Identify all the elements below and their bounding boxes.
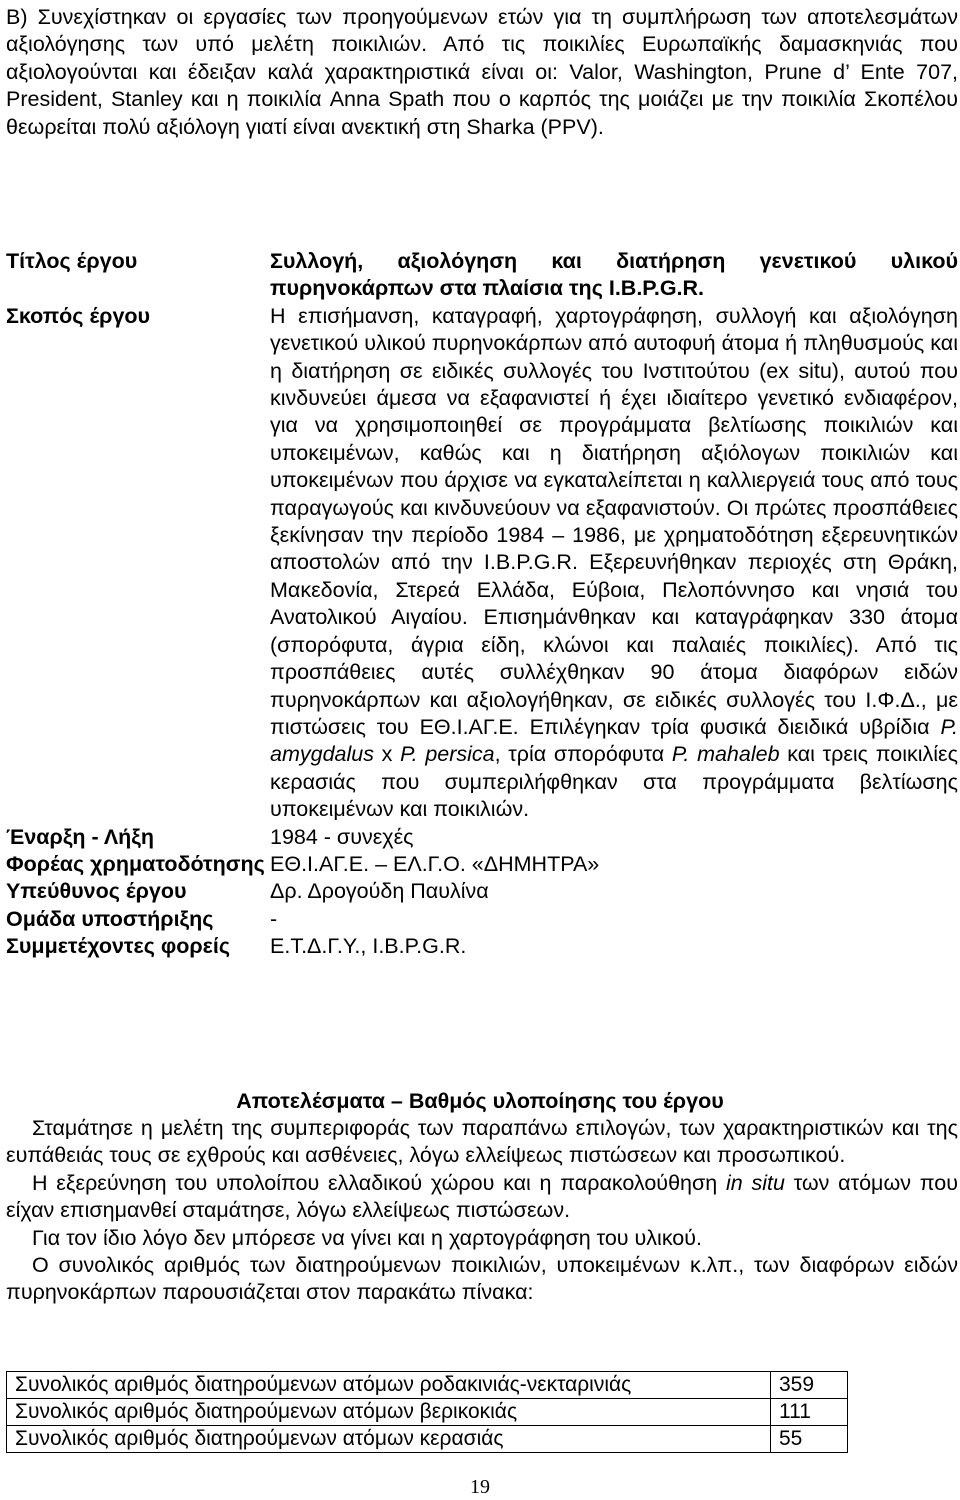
table-cell-label: Συνολικός αριθμός διατηρούμενων ατόμων βερικοκιάς [7,1399,771,1426]
table-cell-value: 111 [771,1399,848,1426]
results-p2-in-situ: in situ [725,1170,785,1195]
table-row [7,1372,848,1399]
project-partners-value: Ε.Τ.Δ.Γ.Υ., I.B.P.G.R. [270,934,467,959]
project-support-value: - [270,906,278,931]
project-support-label: Ομάδα υποστήριξης [6,906,214,931]
results-p2-text-2: των ατόμων που είχαν επισημανθεί σταμάτησε, λόγω ελλείψεως πιστώσεων. [6,1170,958,1223]
project-partners-row [6,933,958,960]
results-p2-text: Η εξερεύνηση του υπολοίπου ελλαδικού χώρου και η παρακολούθηση [32,1170,718,1195]
project-period-row [6,824,958,851]
project-lead-value: Δρ. Δρογούδη Παυλίνα [270,879,489,904]
purpose-species-persica: P. persica [400,742,495,767]
project-funding-row [6,851,958,878]
project-support-row [6,906,958,933]
table-cell-value: 359 [771,1372,848,1399]
purpose-text: Η επισήμανση, καταγραφή, χαρτογράφηση, συλλογή και αξιολόγηση γενετικού υλικού πυρηνοκάρπων από αυτοφυή άτομα ή πληθυσμούς και η διατήρηση σε ειδικές συλλογές του Ινστιτούτου (ex situ), αυτού που κινδυνεύει άμεσα να εξαφανιστεί ή έχει ιδιαίτερο γενετικό ενδιαφέρον, για να χρησιμοποιηθεί σε προγράμματα βελτίωσης ποικιλιών και υποκειμένων, καθώς και η διατήρηση αξιόλογων ποικιλιών και υποκειμένων που άρχισε να εγκαταλείπεται η καλλιεργειά τους από τους παραγωγούς και κινδυνεύουν να εξαφανιστούν. Οι πρώτες προσπάθειες ξεκίνησαν την περίοδο 1984 – 1986, με χρηματοδότηση εξερευνητικών αποστολών από την Ι.Β.P.G.R. Εξερευνήθηκαν περιοχές στη Θράκη, Μακεδονία, Στερεά Ελλάδα, Εύβοια, Πελοπόννησο και νησιά του Ανατολικού Αιγαίου. Επισημάνθηκαν και καταγράφηκαν 330 άτομα (σπορόφυτα, άγρια είδη, κλώνοι και παλαιές ποικιλίες). Από τις προσπάθειες αυτές συλλέχθηκαν 90 άτομα διαφόρων ειδών πυρηνοκάρπων και αξιολογήθηκαν, σε ειδικές συλλογές του Ι.Φ.Δ., με πιστώσεις του ΕΘ.Ι.ΑΓ.Ε. Επιλέγηκαν τρία φυσικά διειδικά υβρίδια [270,303,958,739]
project-funding-label: Φορέας χρηματοδότησης [6,851,265,876]
totals-table [6,1371,848,1453]
purpose-species-amygdalus: P. amygdalus [270,714,958,767]
purpose-text-3: και τρεις ποικιλίες κερασιάς που συμπεριλήφθηκαν στα προγράμματα βελτίωσης υποκειμένων και ποικιλιών. [270,742,958,822]
project-purpose-row [6,303,958,824]
project-period-label: Έναρξη - Λήξη [6,824,155,849]
purpose-text-2: , τρία σπορόφυτα [494,742,665,767]
page-number: 19 [470,1476,490,1498]
purpose-cross: x [373,742,401,767]
results-paragraph-2 [6,1170,958,1225]
table-cell-value: 55 [771,1426,848,1453]
project-lead-row [6,878,958,905]
results-heading: Αποτελέσματα – Βαθμός υλοποίησης του έργου [236,1089,724,1113]
table-row [7,1426,848,1453]
intro-paragraph: Β) Συνεχίστηκαν οι εργασίες των προηγούμενων ετών για τη συμπλήρωση των αποτελεσμάτων αξιολόγησης των υπό μελέτη ποικιλιών. Από τις ποικιλίες Ευρωπαϊκής δαμασκηνιάς που αξιολογούνται και έδειξαν καλά χαρακτηριστικά είναι οι: Valor, Washington, Prune d’ Ente 707, President, Stanley και η ποικιλία Anna Spath που ο καρπός της μοιάζει με την ποικιλία Σκοπέλου θεωρείται πολύ αξιόλογη γιατί είναι ανεκτική στη Sharka (PPV). [6,5,958,139]
results-paragraph-4: Ο συνολικός αριθμός των διατηρούμενων ποικιλιών, υποκειμένων κ.λπ., των διαφόρων ειδών πυρηνοκάρπων παρουσιάζεται στον παρακάτω πίνακα: [6,1253,958,1305]
project-info [6,248,958,961]
results-section [6,1115,958,1307]
purpose-species-mahaleb: P. mahaleb [671,742,780,767]
table-cell-label: Συνολικός αριθμός διατηρούμενων ατόμων ροδακινιάς-νεκταρινιάς [7,1372,771,1399]
project-title-value: Συλλογή, αξιολόγηση και διατήρηση γενετικού υλικού πυρηνοκάρπων στα πλαίσια της Ι.Β.P.G.R. [270,249,958,301]
project-purpose-label: Σκοπός έργου [6,303,151,328]
project-partners-label: Συμμετέχοντες φορείς [6,934,231,959]
results-paragraph-1: Σταμάτησε η μελέτη της συμπεριφοράς των παραπάνω επιλογών, των χαρακτηριστικών και της ευπάθειάς τους σε εχθρούς και ασθένειες, λόγω ελλείψεως πιστώσεων και προσωπικού. [6,1116,958,1168]
intro-section [6,0,958,141]
table-cell-label: Συνολικός αριθμός διατηρούμενων ατόμων κερασιάς [7,1426,771,1453]
project-period-value: 1984 - συνεχές [270,824,414,849]
project-funding-value: ΕΘ.Ι.ΑΓ.Ε. – ΕΛ.Γ.Ο. «ΔΗΜΗΤΡΑ» [270,851,600,876]
project-lead-label: Υπεύθυνος έργου [6,879,187,904]
project-title-row [6,248,958,303]
project-title-label: Τίτλος έργου [6,249,138,273]
results-paragraph-3: Για τον ίδιο λόγο δεν μπόρεσε να γίνει και η χαρτογράφηση του υλικού. [32,1225,702,1250]
project-purpose-value [270,303,958,824]
table-row [7,1399,848,1426]
